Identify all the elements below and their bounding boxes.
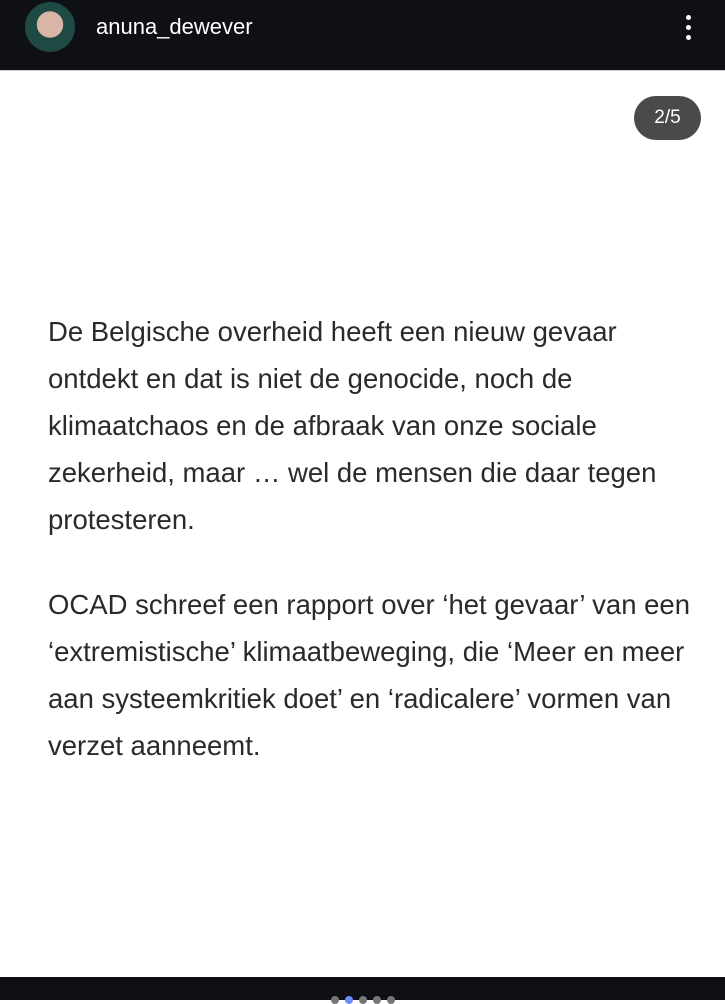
carousel-dot[interactable] (373, 996, 381, 1004)
post-paragraph: OCAD schreef een rapport over ‘het gevaar’ van een ‘extremistische’ klimaatbeweging, die ‘Meer en meer aan systeemkritiek doet’ en ‘radicalere’ vormen van verzet aanneemt. (48, 589, 691, 761)
slide-counter-badge: 2/5 (634, 96, 701, 140)
carousel-dot[interactable] (359, 996, 367, 1004)
avatar[interactable] (25, 2, 75, 52)
post-header (0, 0, 725, 71)
post-paragraph: De Belgische overheid heeft een nieuw gevaar ontdekt en dat is niet de genocide, noch de klimaatchaos en de afbraak van onze sociale zekerheid, maar … wel de mensen die daar tegen protesteren. (48, 316, 657, 535)
carousel-dot-active[interactable] (345, 996, 353, 1004)
carousel-footer (0, 977, 725, 1000)
carousel-indicator (331, 996, 395, 1004)
carousel-dot[interactable] (387, 996, 395, 1004)
carousel-dot[interactable] (331, 996, 339, 1004)
username[interactable]: anuna_dewever (96, 14, 253, 39)
more-vertical-icon[interactable] (678, 12, 698, 44)
